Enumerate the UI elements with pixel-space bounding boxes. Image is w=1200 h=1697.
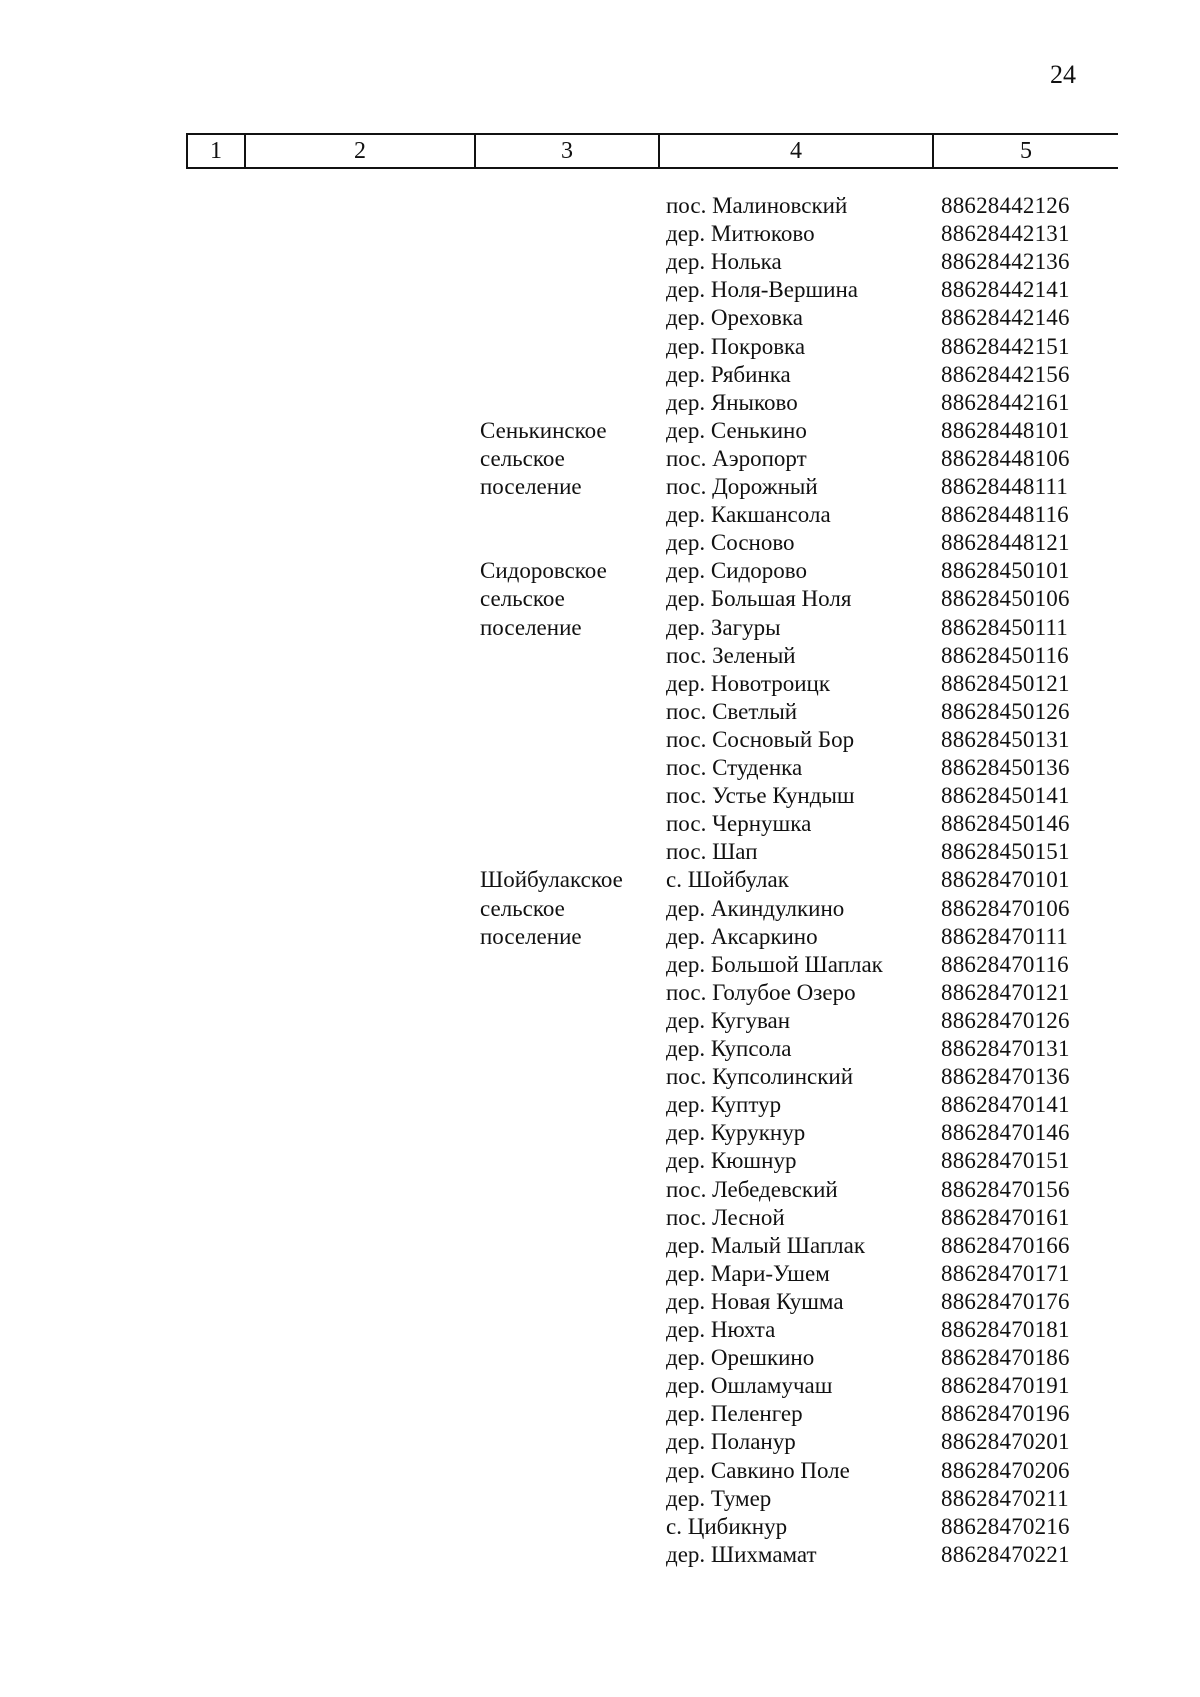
phone-code: 88628470131: [941, 1036, 1070, 1061]
phone-code: 88628450146: [941, 811, 1070, 837]
phone-code: 88628470171: [941, 1260, 1070, 1286]
locality-name: пос. Сосновый Бор: [666, 726, 855, 752]
phone-code: 88628448116: [941, 502, 1069, 528]
locality-name: пос. Дорожный: [666, 474, 818, 499]
phone-code: 88628442161: [941, 389, 1070, 415]
locality-name: пос. Светлый: [666, 698, 798, 724]
phone-code: 88628470211: [941, 1485, 1069, 1511]
settlement-name-line: поселение: [480, 923, 582, 949]
settlement-name-line: поселение: [480, 474, 582, 499]
locality-name: пос. Шап: [666, 839, 758, 865]
table-row: [0, 445, 1200, 473]
phone-code: 88628470146: [941, 1120, 1070, 1146]
locality-name: пос. Устье Кундыш: [666, 783, 855, 809]
settlement-name-line: сельское: [480, 445, 565, 471]
locality-name: дер. Яныково: [666, 389, 798, 415]
phone-code: 88628470176: [941, 1288, 1070, 1314]
phone-code: 88628470156: [941, 1176, 1070, 1202]
phone-code: 88628470161: [941, 1204, 1070, 1230]
table-row: [0, 838, 1200, 866]
locality-name: дер. Куптур: [666, 1092, 782, 1118]
locality-name: дер. Акиндулкино: [666, 895, 845, 921]
phone-code: 88628470116: [941, 951, 1069, 977]
header-col-5: 5: [932, 135, 1118, 167]
table-row: [0, 1260, 1200, 1288]
phone-code: 88628470191: [941, 1373, 1070, 1399]
locality-name: пос. Малиновский: [666, 193, 848, 218]
settlement-name-line: сельское: [480, 586, 565, 612]
locality-name: дер. Пеленгер: [666, 1401, 803, 1427]
phone-code: 88628450106: [941, 586, 1070, 612]
phone-code: 88628450116: [941, 642, 1069, 668]
table-row: [0, 614, 1200, 642]
locality-name: дер. Загуры: [666, 614, 781, 640]
locality-name: дер. Сидорово: [666, 558, 807, 584]
phone-code: 88628470186: [941, 1345, 1070, 1371]
table-row: [0, 1232, 1200, 1260]
phone-code: 88628442126: [941, 193, 1070, 218]
locality-name: дер. Малый Шаплак: [666, 1232, 866, 1258]
phone-code: 88628448106: [941, 445, 1070, 471]
phone-code: 88628470106: [941, 895, 1070, 921]
locality-name: пос. Голубое Озеро: [666, 979, 856, 1005]
phone-code: 88628470101: [941, 867, 1070, 893]
table-header: [186, 133, 1118, 169]
locality-name: дер. Кюшнур: [666, 1148, 797, 1174]
settlement-name-line: Сенькинское: [480, 417, 607, 443]
settlement-name-line: Шойбулакское: [480, 867, 623, 893]
locality-name: дер. Нолька: [666, 249, 782, 275]
table-row: [0, 333, 1200, 361]
table-row: [0, 1204, 1200, 1232]
phone-code: 88628450126: [941, 698, 1070, 724]
phone-code: 88628442151: [941, 333, 1070, 359]
table-row: [0, 1176, 1200, 1204]
locality-name: дер. Ошламучаш: [666, 1373, 833, 1399]
locality-name: с. Шойбулак: [666, 867, 789, 893]
phone-code: 88628450111: [941, 614, 1068, 640]
locality-name: пос. Лесной: [666, 1204, 785, 1230]
locality-name: дер. Митюково: [666, 221, 815, 247]
table-row: [0, 585, 1200, 613]
table-row: [0, 979, 1200, 1007]
locality-name: дер. Ореховка: [666, 305, 803, 331]
table-row: [0, 192, 1200, 220]
phone-code: 88628450136: [941, 755, 1070, 780]
locality-name: дер. Шихмамат: [666, 1541, 817, 1567]
phone-code: 88628470141: [941, 1092, 1070, 1118]
phone-code: 88628470151: [941, 1148, 1070, 1174]
phone-code: 88628442156: [941, 361, 1070, 387]
locality-name: пос. Зеленый: [666, 642, 796, 668]
phone-code: 88628450121: [941, 670, 1070, 696]
locality-name: дер. Покровка: [666, 333, 806, 359]
phone-code: 88628470216: [941, 1513, 1070, 1539]
locality-name: дер. Сосново: [666, 530, 795, 556]
table-row: [0, 1091, 1200, 1119]
locality-name: дер. Поланур: [666, 1429, 796, 1455]
table-row: [0, 895, 1200, 923]
locality-name: пос. Студенка: [666, 755, 803, 780]
table-row: [0, 389, 1200, 417]
page-number: 24: [1050, 60, 1076, 89]
settlement-name-line: сельское: [480, 895, 565, 921]
phone-code: 88628442136: [941, 249, 1070, 275]
locality-name: дер. Сенькино: [666, 417, 807, 443]
phone-code: 88628470196: [941, 1401, 1070, 1427]
locality-name: пос. Аэропорт: [666, 445, 807, 471]
table-row: [0, 642, 1200, 670]
table-row: [0, 1485, 1200, 1513]
phone-code: 88628470166: [941, 1232, 1070, 1258]
table-row: [0, 670, 1200, 698]
phone-code: 88628470111: [941, 923, 1068, 949]
table-row: [0, 1428, 1200, 1456]
table-row: [0, 782, 1200, 810]
table-row: [0, 698, 1200, 726]
phone-code: 88628470221: [941, 1541, 1070, 1567]
locality-name: дер. Курукнур: [666, 1120, 806, 1146]
table-row: [0, 1513, 1200, 1541]
table-row: [0, 1316, 1200, 1344]
header-col-1: 1: [186, 135, 244, 167]
table-row: [0, 1372, 1200, 1400]
table-row: [0, 473, 1200, 501]
table-row: [0, 754, 1200, 782]
table-row: [0, 923, 1200, 951]
locality-name: пос. Купсолинский: [666, 1064, 854, 1090]
table-row: [0, 1288, 1200, 1316]
table-row: [0, 1344, 1200, 1372]
table-row: [0, 1457, 1200, 1485]
table-row: [0, 726, 1200, 754]
phone-code: 88628450151: [941, 839, 1070, 865]
locality-name: дер. Кугуван: [666, 1007, 791, 1033]
locality-name: дер. Орешкино: [666, 1345, 815, 1371]
locality-name: дер. Мари-Ушем: [666, 1260, 830, 1286]
locality-name: дер. Какшансола: [666, 502, 831, 528]
table-row: [0, 248, 1200, 276]
locality-name: дер. Нюхта: [666, 1317, 776, 1342]
settlement-name-line: поселение: [480, 614, 582, 640]
phone-code: 88628470121: [941, 979, 1070, 1005]
phone-code: 88628470126: [941, 1007, 1070, 1033]
locality-name: дер. Аксаркино: [666, 923, 818, 949]
table-row: [0, 1035, 1200, 1063]
locality-name: дер. Ноля-Вершина: [666, 277, 859, 303]
table-row: [0, 1119, 1200, 1147]
table-row: [0, 529, 1200, 557]
phone-code: 88628470201: [941, 1429, 1070, 1455]
phone-code: 88628450131: [941, 726, 1070, 752]
locality-name: пос. Чернушка: [666, 811, 812, 837]
table-row: [0, 276, 1200, 304]
table-row: [0, 1541, 1200, 1569]
locality-name: пос. Лебедевский: [666, 1176, 838, 1202]
header-col-4: 4: [658, 135, 932, 167]
table-row: [0, 1400, 1200, 1428]
phone-code: 88628448121: [941, 530, 1070, 556]
locality-name: дер. Тумер: [666, 1485, 772, 1511]
table-row: [0, 1063, 1200, 1091]
settlement-name-line: Сидоровское: [480, 558, 607, 584]
locality-name: дер. Новотроицк: [666, 670, 831, 696]
phone-code: 88628450141: [941, 783, 1070, 809]
phone-code: 88628442131: [941, 221, 1070, 247]
table-row: [0, 501, 1200, 529]
phone-code: 88628470136: [941, 1064, 1070, 1090]
table-row: [0, 951, 1200, 979]
locality-name: дер. Савкино Поле: [666, 1457, 850, 1483]
table-row: [0, 810, 1200, 838]
table-row: [0, 220, 1200, 248]
table-row: [0, 1007, 1200, 1035]
table-row: [0, 1147, 1200, 1175]
phone-code: 88628470206: [941, 1457, 1070, 1483]
table-row: [0, 361, 1200, 389]
phone-code: 88628450101: [941, 558, 1070, 584]
locality-name: дер. Большая Ноля: [666, 586, 852, 612]
locality-name: дер. Новая Кушма: [666, 1288, 844, 1314]
table-row: [0, 304, 1200, 332]
phone-code: 88628448111: [941, 474, 1068, 499]
phone-code: 88628442146: [941, 305, 1070, 331]
locality-name: с. Цибикнур: [666, 1513, 788, 1539]
locality-name: дер. Большой Шаплак: [666, 951, 883, 977]
phone-code: 88628442141: [941, 277, 1070, 303]
locality-name: дер. Купсола: [666, 1036, 792, 1061]
phone-code: 88628448101: [941, 417, 1070, 443]
locality-name: дер. Рябинка: [666, 361, 791, 387]
header-col-3: 3: [474, 135, 658, 167]
phone-code: 88628470181: [941, 1317, 1070, 1342]
header-col-2: 2: [244, 135, 474, 167]
